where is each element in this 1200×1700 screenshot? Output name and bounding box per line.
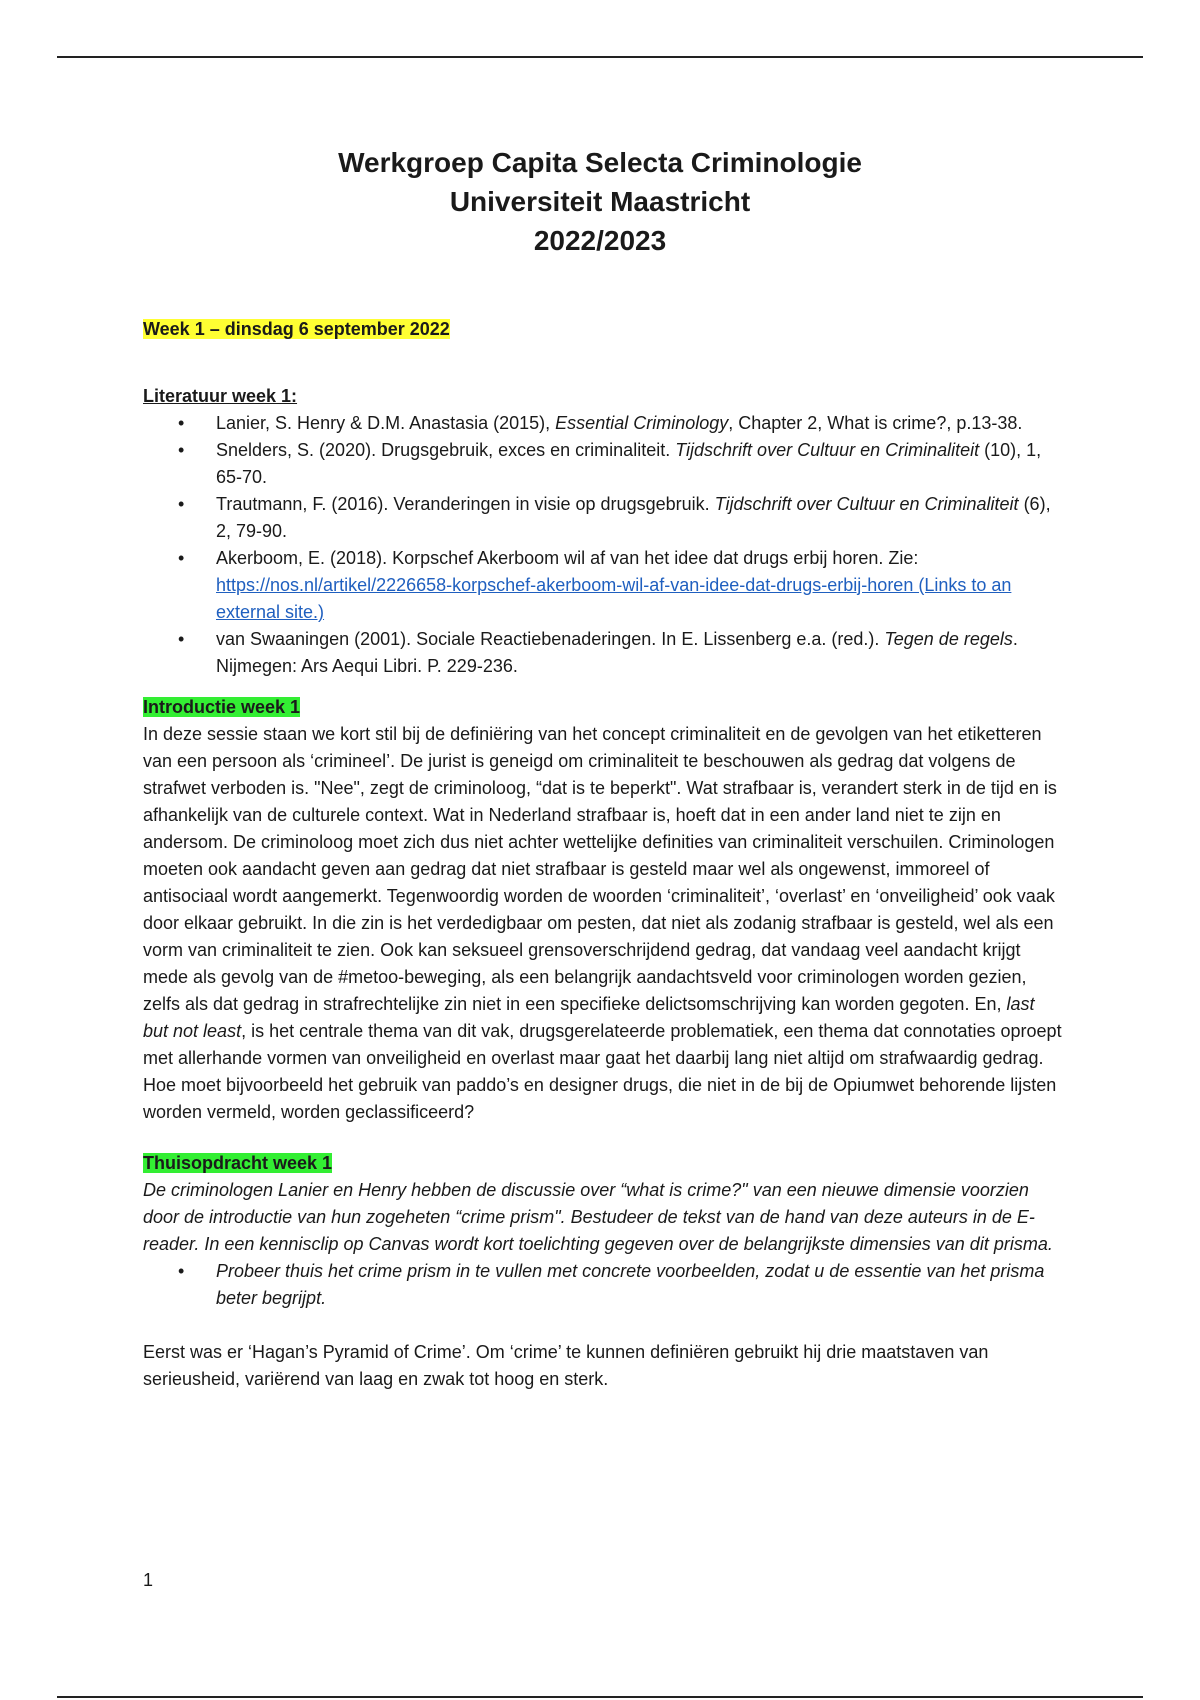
title-year: 2022/2023: [533, 225, 667, 256]
document-body: [143, 316, 1063, 1393]
nos-article-link[interactable]: https://nos.nl/artikel/2226658-korpschef-akerboom-wil-af-van-idee-dat-drugs-erbij-horen (Links to an external site.): [216, 575, 1012, 622]
top-rule: [57, 56, 1143, 58]
assignment-paragraph: De criminologen Lanier en Henry hebben de discussie over “what is crime?" van een nieuwe dimensie voorzien door de introductie van hun zogeheten “crime prism". Bestudeer de tekst van de hand van deze auteurs in de E-reader. In een kennisclip op Canvas wordt kort toelichting gegeven over de belangrijkste dimensies van dit prisma.: [143, 1180, 1053, 1254]
title-university: Universiteit Maastricht: [449, 186, 751, 217]
page-number: 1: [143, 1570, 154, 1590]
closing-paragraph: Eerst was er ‘Hagan’s Pyramid of Crime’. Om ‘crime’ te kunnen definiëren gebruikt hij drie maatstaven van serieusheid, variërend van laag en zwak tot hoog en sterk.: [143, 1342, 989, 1389]
literature-heading: Literatuur week 1:: [143, 386, 298, 406]
literature-item: • Lanier, S. Henry & D.M. Anastasia (2015), Essential Criminology, Chapter 2, What is crime?, p.13-38.: [143, 410, 1063, 437]
week-heading: [143, 316, 1063, 343]
document-title: [0, 143, 1200, 260]
literature-item: • van Swaaningen (2001). Sociale Reactiebenaderingen. In E. Lissenberg e.a. (red.). Tegen de regels. Nijmegen: Ars Aequi Libri. P. 229-236.: [143, 626, 1063, 680]
literature-item: • Trautmann, F. (2016). Veranderingen in visie op drugsgebruik. Tijdschrift over Cultuur en Criminaliteit (6), 2, 79-90.: [143, 491, 1063, 545]
intro-paragraph: In deze sessie staan we kort stil bij de definiëring van het concept criminaliteit en de gevolgen van het etiketteren van een persoon als ‘crimineel’. De jurist is geneigd om criminaliteit te beschouwen als gedrag dat volgens de strafwet verboden is. "Nee", zegt de criminoloog, “dat is te beperkt". Wat strafbaar is, verandert sterk in de tijd en is afhankelijk van de culturele context. Wat in Nederland strafbaar is, hoeft dat in een ander land niet te zijn en andersom. De criminoloog moet zich dus niet achter wettelijke definities van criminaliteit verschuilen. Criminologen moeten ook aandacht geven aan gedrag dat niet strafbaar is gesteld maar wel als ongewenst, immoreel of antisociaal wordt aangemerkt. Tegenwoordig worden de woorden ‘criminaliteit’, ‘overlast’ en ‘onveiligheid’ ook vaak door elkaar gebruikt. In die zin is het verdedigbaar om pesten, dat niet als zodanig strafbaar is gesteld, wel als een vorm van criminaliteit te zien. Ook kan seksueel grensoverschrijdend gedrag, dat vandaag veel aandacht krijgt mede als gevolg van de #metoo-beweging, als een belangrijk aandachtsveld voor criminologen worden gezien, zelfs als dat gedrag in strafrechtelijke zin niet in een specifieke delictsomschrijving kan worden gegoten. En, last but not least, is het centrale thema van dit vak, drugsgerelateerde problematiek, een thema dat connotaties oproept met allerhande vormen van onveiligheid en overlast maar gaat het daarbij lang niet altijd om strafwaardig gedrag. Hoe moet bijvoorbeeld het gebruik van paddo’s en designer drugs, die niet in de bij de Opiumwet behorende lijsten worden vermeld, worden geclassificeerd?: [143, 724, 1062, 1122]
assignment-list: [143, 1258, 1063, 1312]
assignment-item: • Probeer thuis het crime prism in te vullen met concrete voorbeelden, zodat u de essentie van het prisma beter begrijpt.: [143, 1258, 1063, 1312]
literature-list: [143, 410, 1063, 680]
bottom-rule: [57, 1696, 1143, 1698]
literature-item: • Akerboom, E. (2018). Korpschef Akerboom wil af van het idee dat drugs erbij horen. Zie: https://nos.nl/artikel/2226658-korpschef-akerboom-wil-af-van-idee-dat-drugs-erbij-horen (Links to an external site.): [143, 545, 1063, 626]
title-course: Werkgroep Capita Selecta Criminologie: [338, 147, 862, 178]
assignment-heading: Thuisopdracht week 1: [143, 1153, 333, 1173]
week-heading-text: Week 1 – dinsdag 6 september 2022: [143, 319, 450, 339]
literature-item: • Snelders, S. (2020). Drugsgebruik, exces en criminaliteit. Tijdschrift over Cultuur en Criminaliteit (10), 1, 65-70.: [143, 437, 1063, 491]
intro-heading: Introductie week 1: [143, 697, 301, 717]
